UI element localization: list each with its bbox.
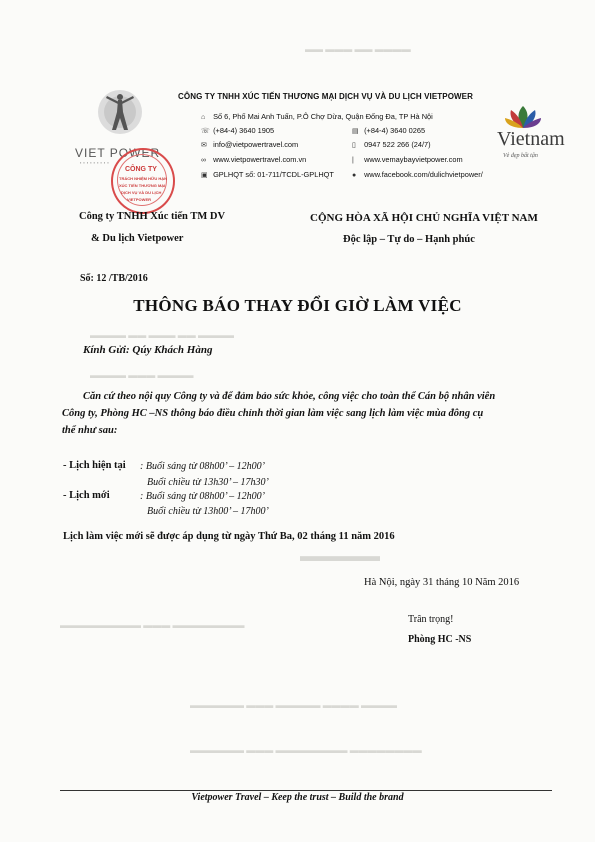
license: GPLHQT số: 01-711/TCDL-GPLHQT [213,170,334,179]
address: Số 6, Phố Mai Anh Tuấn, P.Ô Chợ Dừa, Quận Đống Đa, TP Hà Nội [213,112,433,121]
new-afternoon-hours: Buổi chiều từ 13h00’ – 17h00’ [147,506,269,517]
closing-regards: Trân trọng! [408,614,454,625]
new-morning-hours: : Buổi sáng từ 08h00’ – 12h00’ [140,491,265,502]
stamp-text-line2: TRÁCH NHIỆM HỮU HẠN [119,176,167,181]
org-name-line1: Công ty TNHH Xúc tiến TM DV [79,211,226,222]
stamp-text-line4: DỊCH VỤ VÀ DU LỊCH [121,190,162,195]
effective-date-notice: Lịch làm việc mới sẽ được áp dụng từ ngày Thứ Ba, 02 tháng 11 năm 2016 [63,531,395,542]
license-icon: ▣ [201,172,208,179]
bleed-through-text: ▬▬ ▬▬▬ ▬▬ ▬▬▬▬ [305,44,411,54]
phone: (+84-4) 3640 1905 [213,126,275,135]
separator-icon: | [352,157,354,164]
fax-line [352,126,425,135]
mobile-icon: ▯ [352,142,356,149]
phone-line [201,126,274,135]
footer-divider [60,790,552,791]
mail-icon: ✉ [201,142,207,149]
vietpower-logo-subtext: ▪▪▪▪▪▪▪▪▪ [80,160,111,165]
vietpower-logo [80,86,160,150]
national-motto: Độc lập – Tự do – Hạnh phúc [343,234,475,245]
document-title: THÔNG BÁO THAY ĐỔI GIỜ LÀM VIỆC [133,296,462,315]
website2: www.vemaybayvietpower.com [364,155,463,164]
fax-icon: ▤ [352,128,359,135]
facebook: www.facebook.com/dulichvietpower/ [364,170,483,179]
org-name-line2: & Du lịch Vietpower [91,233,184,244]
home-icon: ⌂ [201,114,206,121]
bleed-through-text: ▬▬▬▬ ▬▬▬ ▬▬▬▬ [90,370,194,380]
vietnam-lotus-icon [503,104,543,130]
bleed-through-text: ▬▬▬▬▬ [300,548,380,565]
hotline-line [352,140,431,149]
website2-line [352,155,463,164]
vietnam-slogan: Vẻ đẹp bất tận [503,153,538,159]
greeting: Kính Gửi: Qúy Khách Hàng [83,344,213,356]
document-number: Số: 12 /TB/2016 [80,273,148,284]
stamp-text-line3: XÚC TIẾN THƯƠNG MẠI [119,183,166,188]
current-afternoon-hours: Buổi chiều từ 13h30’ – 17h30’ [147,477,269,488]
current-schedule-label: - Lịch hiện tại [63,460,126,471]
website: www.vietpowertravel.com.vn [213,155,307,164]
facebook-line [352,170,483,179]
website-line [201,155,306,164]
phone-icon: ☏ [201,128,210,135]
email-line [201,140,298,149]
footer-tagline: Vietpower Travel – Keep the trust – Build the brand [191,792,404,803]
stamp-text-line1: CÔNG TY [125,166,157,173]
signing-department: Phòng HC -NS [408,634,472,645]
body-paragraph-line3: thể như sau: [62,425,118,436]
current-morning-hours: : Buổi sáng từ 08h00’ – 12h00’ [140,461,265,472]
company-name: CÔNG TY TNHH XÚC TIẾN THƯƠNG MẠI DỊCH VỤ VÀ DU LỊCH VIETPOWER [178,92,473,101]
bleed-through-text: ▬▬▬▬▬▬ ▬▬▬ ▬▬▬▬▬▬▬▬ ▬▬▬▬▬▬▬▬ [190,745,422,755]
body-paragraph-line2: Công ty, Phòng HC –NS thông báo điều chỉnh thời gian làm việc sang lịch làm việc mùa đông cụ [62,408,484,419]
address-line [201,112,433,121]
bleed-through-text: ▬▬▬▬ ▬▬ ▬▬▬ ▬▬ ▬▬▬▬ [90,330,234,340]
fax: (+84-4) 3640 0265 [364,126,426,135]
bleed-through-text: ▬▬▬▬▬▬▬▬▬ ▬▬▬ ▬▬▬▬▬▬▬▬ [60,620,245,630]
bleed-through-text: ▬▬▬▬▬▬ ▬▬▬ ▬▬▬▬▬ ▬▬▬▬ ▬▬▬▬ [190,700,397,710]
link-icon: ∞ [201,157,206,164]
new-schedule-label: - Lịch mới [63,490,110,501]
hotline: 0947 522 266 (24/7) [364,140,431,149]
vietnam-brand: Vietnam [497,128,565,150]
body-paragraph-line1: Căn cứ theo nội quy Công ty và để đảm bảo sức khỏe, công việc cho toàn thể Cán bộ nhân viên [83,391,496,402]
national-header: CỘNG HÒA XÃ HỘI CHỦ NGHĨA VIỆT NAM [310,212,538,224]
vietpower-logo-text: VIET POWER [75,146,161,160]
stamp-text-line5: VIETPOWER [127,197,152,202]
facebook-icon: ● [352,172,357,179]
place-and-date: Hà Nội, ngày 31 tháng 10 Năm 2016 [364,577,520,588]
email: info@vietpowertravel.com [213,140,299,149]
license-line [201,170,334,179]
